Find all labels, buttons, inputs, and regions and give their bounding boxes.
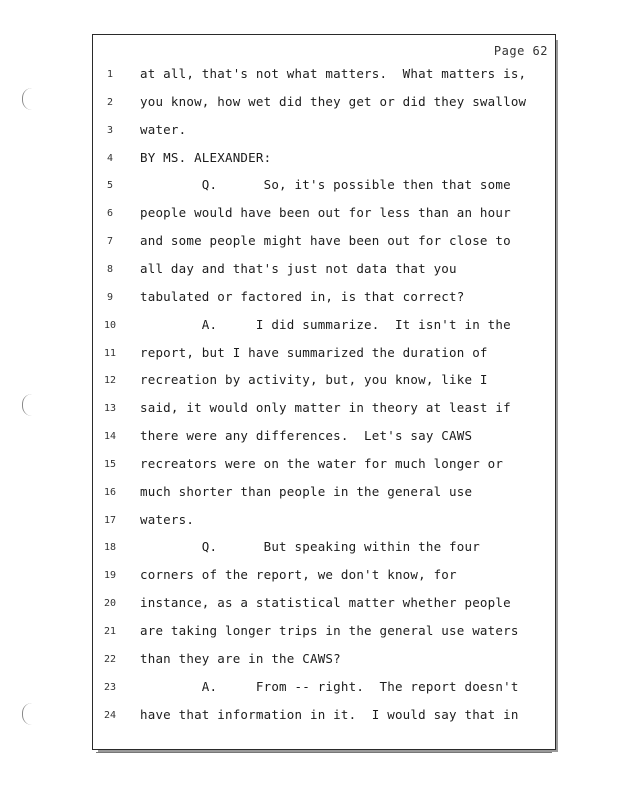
line-text: corners of the report, we don't know, for [140, 567, 457, 583]
line-text: A. From -- right. The report doesn't [140, 678, 519, 694]
line-text: you know, how wet did they get or did they swallow [140, 93, 527, 109]
page-number: Page 62 [493, 44, 548, 58]
transcript-line [0, 259, 618, 279]
transcript-line [0, 148, 618, 168]
line-number: 23 [103, 681, 117, 693]
transcript-line [0, 92, 618, 112]
line-number: 5 [106, 180, 114, 192]
line-number: 7 [106, 236, 114, 248]
line-text: BY MS. ALEXANDER: [140, 149, 272, 165]
line-text: recreation by activity, but, you know, like I [140, 372, 488, 388]
transcript-line [0, 677, 618, 697]
line-number: 14 [103, 431, 117, 443]
line-text: recreators were on the water for much longer or [140, 455, 504, 471]
line-number: 17 [103, 514, 117, 526]
transcript-line [0, 426, 618, 446]
scan-artifact-line [96, 752, 552, 753]
transcript-line [0, 370, 618, 390]
line-text: have that information in it. I would say that in [140, 706, 519, 722]
transcript-line [0, 398, 618, 418]
line-text: tabulated or factored in, is that correct? [140, 288, 465, 304]
line-number: 1 [106, 69, 114, 80]
transcript-page-frame [92, 34, 556, 750]
line-text: there were any differences. Let's say CAWS [140, 428, 473, 444]
transcript-line [0, 510, 618, 530]
transcript-line [0, 454, 618, 474]
line-number: 10 [103, 319, 117, 331]
line-text: than they are in the CAWS? [140, 650, 341, 666]
transcript-line [0, 175, 618, 195]
transcript-line [0, 621, 618, 641]
transcript-line [0, 315, 618, 335]
line-number: 18 [103, 542, 117, 554]
line-number: 6 [106, 208, 114, 220]
line-number: 16 [103, 486, 117, 498]
transcript-line [0, 705, 618, 725]
line-number: 19 [103, 570, 117, 582]
transcript-line [0, 287, 618, 307]
line-number: 11 [103, 347, 117, 359]
line-number: 3 [106, 124, 114, 136]
line-text: water. [140, 121, 187, 137]
line-text: and some people might have been out for close to [140, 233, 511, 249]
line-number: 22 [103, 653, 117, 665]
transcript-line [0, 593, 618, 613]
line-number: 24 [103, 709, 117, 721]
line-text: instance, as a statistical matter whether people [140, 595, 511, 611]
transcript-line [0, 482, 618, 502]
transcript-line [0, 120, 618, 140]
line-number: 4 [106, 152, 114, 164]
transcript-line [0, 64, 618, 84]
line-text: Q. So, it's possible then that some [140, 177, 511, 193]
line-number: 8 [106, 263, 114, 275]
line-number: 13 [103, 403, 117, 415]
line-text: said, it would only matter in theory at least if [140, 400, 511, 416]
line-text: report, but I have summarized the duration of [140, 344, 488, 360]
transcript-line [0, 343, 618, 363]
line-text: much shorter than people in the general use [140, 483, 473, 499]
line-text: A. I did summarize. It isn't in the [140, 316, 511, 332]
transcript-line [0, 203, 618, 223]
line-number: 15 [103, 458, 117, 470]
line-text: people would have been out for less than an hour [140, 205, 511, 221]
line-number: 21 [103, 626, 117, 637]
line-text: at all, that's not what matters. What matters is, [140, 66, 527, 81]
line-text: Q. But speaking within the four [140, 539, 480, 555]
transcript-line [0, 649, 618, 669]
line-number: 9 [106, 291, 114, 303]
line-number: 2 [106, 96, 114, 108]
transcript-line [0, 231, 618, 251]
line-number: 20 [103, 598, 117, 610]
line-text: are taking longer trips in the general use waters [140, 623, 519, 638]
transcript-line [0, 565, 618, 585]
line-number: 12 [103, 375, 117, 387]
transcript-line [0, 537, 618, 557]
line-text: waters. [140, 511, 195, 527]
line-text: all day and that's just not data that you [140, 260, 457, 276]
